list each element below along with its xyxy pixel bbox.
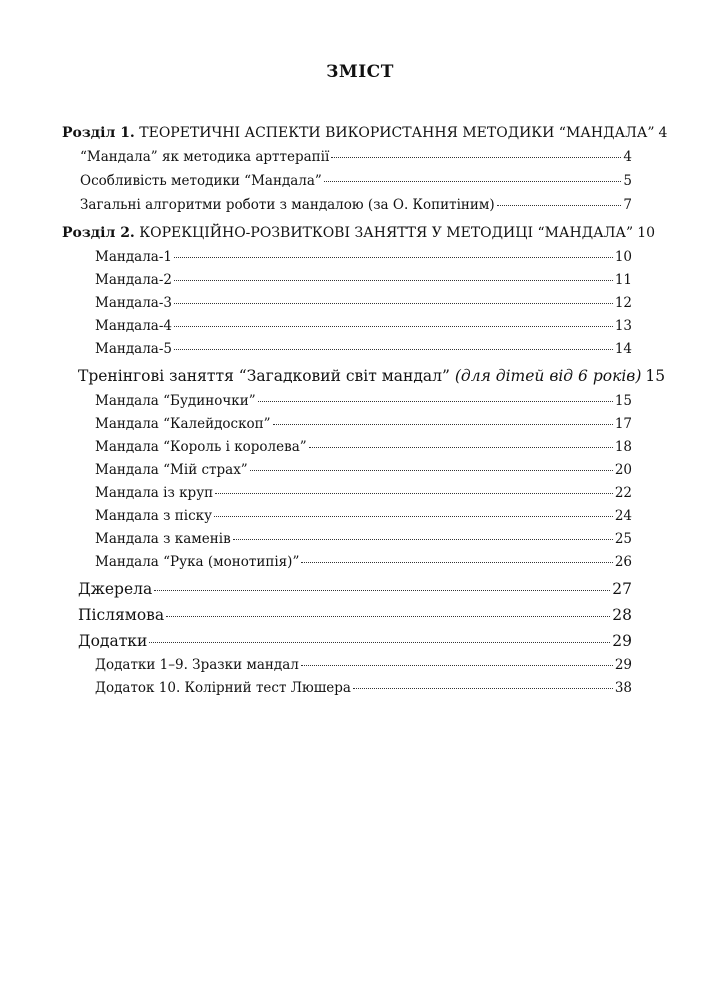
toc-entry[interactable] xyxy=(80,148,632,166)
dot-leader xyxy=(149,642,610,643)
page-number: 20 xyxy=(614,462,632,478)
entry-title: Мандала із круп xyxy=(95,485,214,501)
entry-title: Мандала “Будиночки” xyxy=(95,393,256,409)
page-number: 38 xyxy=(614,680,632,696)
dot-leader xyxy=(331,157,621,158)
toc-entry[interactable] xyxy=(95,271,632,289)
entry-title: Джерела xyxy=(78,580,153,598)
dot-leader xyxy=(273,424,613,425)
toc-entry[interactable] xyxy=(95,553,632,571)
page-number: 25 xyxy=(614,531,632,547)
page-number: 15 xyxy=(645,367,666,385)
page-number: 4 xyxy=(658,125,668,141)
chapter-number: Розділ 1. xyxy=(62,125,135,141)
page-number: 29 xyxy=(614,657,632,673)
toc-entry[interactable] xyxy=(95,656,632,674)
page-number: 4 xyxy=(623,149,632,165)
toc-entry[interactable] xyxy=(95,415,632,433)
dot-leader xyxy=(353,688,613,689)
entry-title: Мандала “Мій страх” xyxy=(95,462,248,478)
entry-title: Мандала “Калейдоскоп” xyxy=(95,416,271,432)
toc-entry[interactable] xyxy=(95,530,632,548)
toc-entry[interactable] xyxy=(95,248,632,266)
dot-leader xyxy=(166,616,610,617)
entry-title: Загальні алгоритми роботи з мандалою (за О. Копитіним) xyxy=(80,197,495,213)
page-number: 28 xyxy=(612,606,632,624)
toc-entry-chapter-1[interactable] xyxy=(62,124,668,142)
dot-leader xyxy=(497,205,622,206)
entry-title: Мандала-2 xyxy=(95,272,173,288)
toc-entry[interactable] xyxy=(80,196,632,214)
dot-leader xyxy=(174,280,613,281)
page-number: 11 xyxy=(614,272,632,288)
dot-leader xyxy=(258,401,613,402)
page-number: 27 xyxy=(612,580,632,598)
toc-entry-sources[interactable] xyxy=(78,580,632,598)
toc-entry-chapter-2[interactable] xyxy=(62,224,656,242)
dot-leader xyxy=(250,470,613,471)
entry-title: КОРЕКЦІЙНО-РОЗВИТКОВІ ЗАНЯТТЯ У МЕТОДИЦІ “МАНДАЛА” xyxy=(134,225,634,241)
dot-leader xyxy=(301,665,613,666)
page-title: ЗМІСТ xyxy=(326,62,394,82)
entry-title: Мандала “Рука (монотипія)” xyxy=(95,554,300,570)
toc-entry[interactable] xyxy=(95,461,632,479)
page-number: 14 xyxy=(614,341,632,357)
toc-entry[interactable] xyxy=(95,340,632,358)
entry-title: Тренінгові заняття “Загадковий світ мандал” xyxy=(78,367,455,385)
entry-title: Мандала-3 xyxy=(95,295,173,311)
entry-title: Мандала-5 xyxy=(95,341,173,357)
entry-title: Додаток 10. Колірний тест Люшера xyxy=(95,680,351,696)
toc-entry[interactable] xyxy=(95,294,632,312)
toc-entry-trainings[interactable] xyxy=(78,367,666,385)
entry-title: Мандала з каменів xyxy=(95,531,231,547)
dot-leader xyxy=(174,303,613,304)
toc-entry[interactable] xyxy=(95,438,632,456)
page-number: 5 xyxy=(623,173,632,189)
page-number: 26 xyxy=(614,554,632,570)
page-number: 13 xyxy=(614,318,632,334)
entry-title: Мандала з піску xyxy=(95,508,213,524)
dot-leader xyxy=(214,516,613,517)
dot-leader xyxy=(174,349,613,350)
toc-entry[interactable] xyxy=(95,484,632,502)
chapter-number: Розділ 2. xyxy=(62,225,135,241)
page-number: 10 xyxy=(637,225,656,241)
page-number: 15 xyxy=(614,393,632,409)
toc-entry-afterword[interactable] xyxy=(78,606,632,624)
page-number: 18 xyxy=(614,439,632,455)
page-number: 10 xyxy=(614,249,632,265)
entry-title: Додатки xyxy=(78,632,148,650)
toc-entry-appendices[interactable] xyxy=(78,632,632,650)
dot-leader xyxy=(174,257,613,258)
toc-entry[interactable] xyxy=(95,507,632,525)
page-number: 24 xyxy=(614,508,632,524)
entry-title: Післямова xyxy=(78,606,165,624)
entry-title: Мандала-4 xyxy=(95,318,173,334)
entry-title: Особливість методики “Мандала” xyxy=(80,173,322,189)
page-number: 12 xyxy=(614,295,632,311)
entry-title: Мандала-1 xyxy=(95,249,173,265)
dot-leader xyxy=(154,590,610,591)
dot-leader xyxy=(324,181,622,182)
entry-subtitle: (для дітей від 6 років) xyxy=(454,367,642,385)
dot-leader xyxy=(174,326,613,327)
toc-entry[interactable] xyxy=(95,317,632,335)
dot-leader xyxy=(233,539,613,540)
entry-title: ТЕОРЕТИЧНІ АСПЕКТИ ВИКОРИСТАННЯ МЕТОДИКИ “МАНДАЛА” xyxy=(134,125,655,141)
toc-entry[interactable] xyxy=(80,172,632,190)
entry-title: Додатки 1–9. Зразки мандал xyxy=(95,657,299,673)
dot-leader xyxy=(309,447,613,448)
dot-leader xyxy=(215,493,613,494)
entry-title: “Мандала” як методика арттерапії xyxy=(80,149,330,165)
page-number: 7 xyxy=(623,197,632,213)
page-number: 22 xyxy=(614,485,632,501)
entry-title: Мандала “Король і королева” xyxy=(95,439,307,455)
page-number: 17 xyxy=(614,416,632,432)
page-number: 29 xyxy=(612,632,632,650)
toc-entry[interactable] xyxy=(95,392,632,410)
dot-leader xyxy=(301,562,612,563)
toc-entry[interactable] xyxy=(95,679,632,697)
